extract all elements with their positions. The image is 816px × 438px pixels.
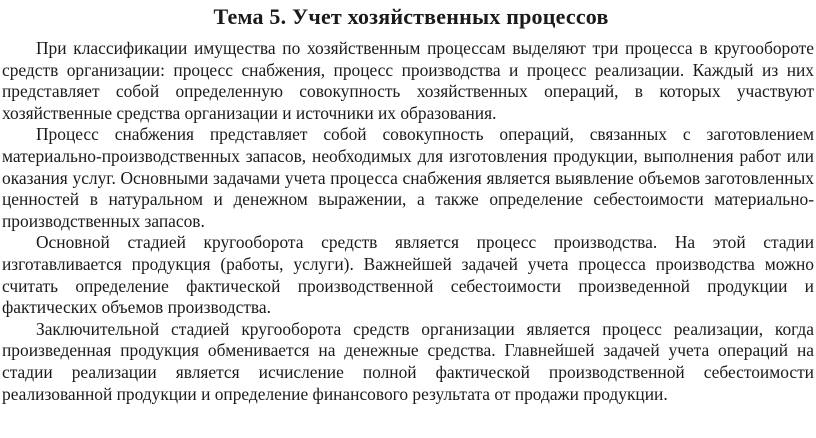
document-title: Тема 5. Учет хозяйственных процессов: [213, 4, 609, 29]
paragraph-sales-process: Заключительной стадией кругооборота средств организации является процесс реализации, когда произведенная продукция обменивается на денежные средства. Главнейшей задачей учета операций на стадии реализации является исчисление полной фактической производственной себестоимости реализованной продукции и определение финансового результата от продажи продукции.: [2, 318, 814, 404]
paragraph-supply-process: Процесс снабжения представляет собой совокупность операций, связанных с заготовлением материально-производственных запасов, необходимых для изготовления продукции, выполнения работ или оказания услуг. Основными задачами учета процесса снабжения является выявление объемов заготовленных ценностей в натуральном и денежном выражении, а также определение себестоимости материально-производственных запасов.: [2, 124, 814, 231]
paragraph-classification: При классификации имущества по хозяйственным процессам выделяют три процесса в кругообороте средств организации: процесс снабжения, процесс производства и процесс реализации. Каждый из них представляет собой определенную совокупность хозяйственных операций, в которых участвуют хозяйственные средства организации и источники их образования.: [2, 38, 814, 123]
document-body: [2, 38, 814, 405]
paragraph-production-process: Основной стадией кругооборота средств является процесс производства. На этой стадии изготавливается продукция (работы, услуги). Важнейшей задачей учета процесса производства можно считать определение фактической производственной себестоимости произведенной продукции и фактических объемов производства.: [2, 232, 814, 318]
